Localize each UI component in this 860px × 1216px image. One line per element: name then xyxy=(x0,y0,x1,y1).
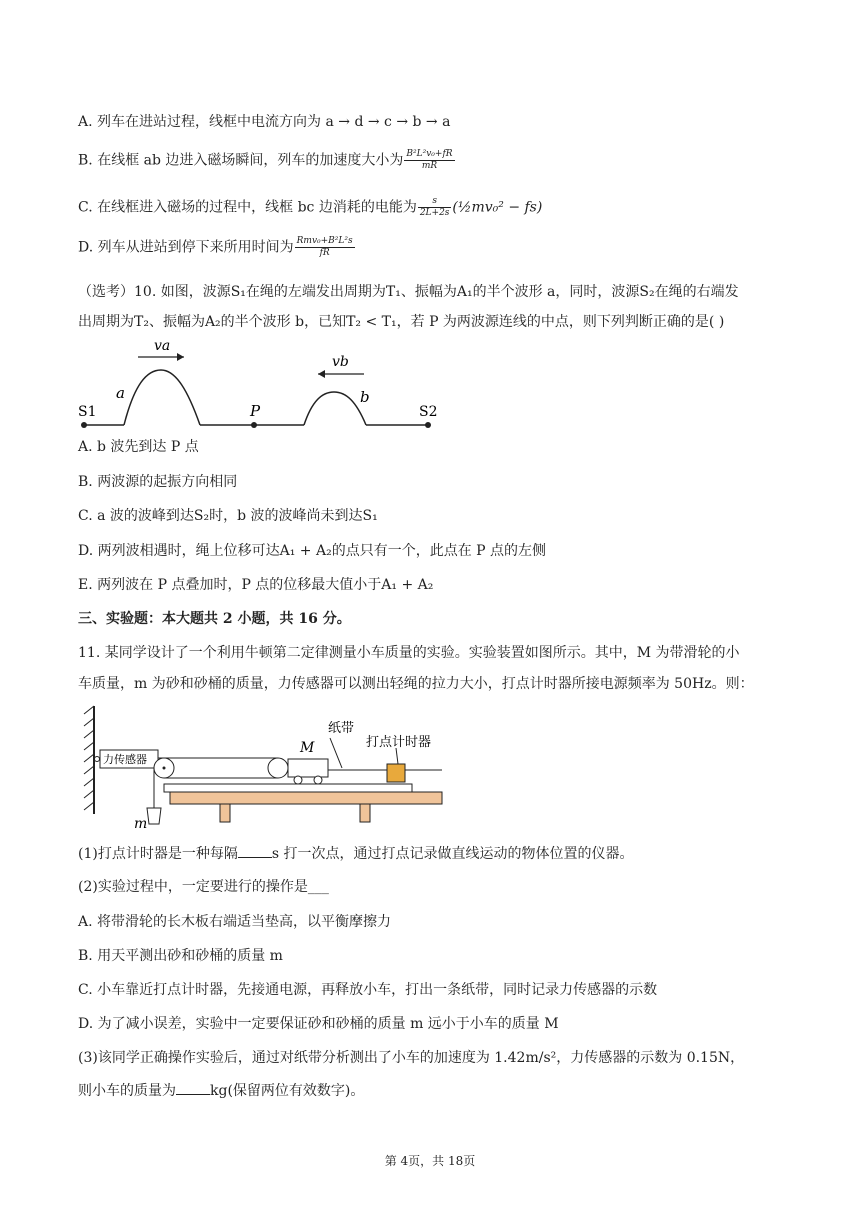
fraction-denominator: fR xyxy=(319,248,330,258)
wall-hatch xyxy=(84,706,94,810)
bucket-label: m xyxy=(134,816,148,832)
q11-part2: (2)实验过程中，一定要进行的操作是___ xyxy=(78,879,329,895)
long-board xyxy=(164,784,412,792)
label-p: P xyxy=(250,402,261,420)
table-top xyxy=(170,792,442,804)
arrow-vb-head xyxy=(318,370,325,378)
q11-stem-line2: 车质量，m 为砂和砂桶的质量，力传感器可以测出轻绳的拉力大小，打点计时器所接电源频率为 50Hz。则： xyxy=(78,676,754,692)
q9-option-d-fraction xyxy=(295,236,355,259)
label-va: va xyxy=(154,338,171,354)
q11-stem-line1: 11. 某同学设计了一个利用牛顿第二定律测量小车质量的实验。实验装置如图所示。其中，M 为带滑轮的小 xyxy=(78,645,740,661)
label-a: a xyxy=(116,384,125,402)
q9-option-c-text: C. 在线框进入磁场的过程中，线框 bc 边消耗的电能为 xyxy=(78,199,417,216)
wave-a xyxy=(124,370,200,425)
wave-b xyxy=(304,392,366,425)
q11-part3-rest: kg(保留两位有效数字)。 xyxy=(210,1083,365,1099)
tape-label: 纸带 xyxy=(328,721,355,736)
apparatus-figure xyxy=(80,704,450,832)
cart-wheel-left xyxy=(294,776,302,784)
q10-option-c: C. a 波的波峰到达S₂时，b 波的波峰尚未到达S₁ xyxy=(78,508,378,524)
q11-option-c: C. 小车靠近打点计时器，先接通电源，再释放小车，打出一条纸带，同时记录力传感器的示数 xyxy=(78,982,658,998)
fraction-numerator: B²L²v₀+fR xyxy=(406,149,453,159)
pulley-left-axle xyxy=(163,767,166,770)
q9-option-d xyxy=(78,236,356,259)
q11-option-a: A. 将带滑轮的长木板右端适当垫高，以平衡摩擦力 xyxy=(78,914,392,930)
point-p-dot xyxy=(251,422,257,428)
q11-part1 xyxy=(78,843,633,864)
force-sensor-label: 力传感器 xyxy=(103,753,147,766)
fraction-numerator: s xyxy=(418,196,452,208)
table-leg-right xyxy=(360,804,370,822)
timer-pointer xyxy=(396,748,398,764)
pulley-cart xyxy=(268,758,288,778)
arrow-va-head xyxy=(177,353,184,361)
source-s2-dot xyxy=(425,422,431,428)
q9-option-b-fraction xyxy=(404,149,454,172)
tape-pointer xyxy=(330,738,342,768)
answer-blank[interactable] xyxy=(238,843,272,858)
table-leg-left xyxy=(220,804,230,822)
q9-option-c-expression: (½mv₀² − fs) xyxy=(452,199,543,216)
q9-option-c-fraction xyxy=(418,196,452,219)
q11-part1-text: (1)打点计时器是一种每隔 xyxy=(78,846,238,862)
q11-option-d: D. 为了减小误差，实验中一定要保证砂和砂桶的质量 m 远小于小车的质量 M xyxy=(78,1016,559,1032)
q9-option-b-text: B. 在线框 ab 边进入磁场瞬间，列车的加速度大小为 xyxy=(78,152,404,169)
q10-option-d: D. 两列波相遇时，绳上位移可达A₁ + A₂的点只有一个，此点在 P 点的左侧 xyxy=(78,543,547,559)
q11-option-b: B. 用天平测出砂和砂桶的质量 m xyxy=(78,948,283,964)
cart-body xyxy=(288,759,328,777)
label-s2: S2 xyxy=(419,404,438,420)
q10-option-e: E. 两列波在 P 点叠加时，P 点的位移最大值小于A₁ + A₂ xyxy=(78,577,434,593)
q10-stem-line1: （选考）10. 如图，波源S₁在绳的左端发出周期为T₁、振幅为A₁的半个波形 a，同时，波源S₂在绳的右端发 xyxy=(78,284,739,300)
page-footer: 第 4页，共 18页 xyxy=(384,1154,476,1168)
sand-bucket xyxy=(147,808,161,824)
q9-option-d-text: D. 列车从进站到停下来所用时间为 xyxy=(78,239,294,256)
q11-part3-line2 xyxy=(78,1080,364,1101)
cart-label: M xyxy=(300,740,315,756)
label-vb: vb xyxy=(332,354,349,370)
timer-label: 打点计时器 xyxy=(366,735,432,750)
cart-wheel-right xyxy=(314,776,322,784)
label-s1: S1 xyxy=(78,404,97,420)
answer-blank[interactable] xyxy=(176,1080,210,1095)
q11-part3-text: 则小车的质量为 xyxy=(78,1083,176,1099)
q10-option-b: B. 两波源的起振方向相同 xyxy=(78,474,238,490)
q9-option-c xyxy=(78,196,542,219)
q9-option-a: A. 列车在进站过程，线框中电流方向为 a → d → c → b → a xyxy=(78,114,451,130)
q11-part3-line1: (3)该同学正确操作实验后，通过对纸带分析测出了小车的加速度为 1.42m/s²，力传感器的示数为 0.15N， xyxy=(78,1050,745,1066)
fraction-numerator: Rmv₀+B²L²s xyxy=(296,236,353,246)
q9-option-b xyxy=(78,149,456,172)
source-s1-dot xyxy=(81,422,87,428)
sensor-hook xyxy=(95,757,100,762)
q10-option-a: A. b 波先到达 P 点 xyxy=(78,439,199,455)
q11-part1-rest: s 打一次点，通过打点记录做直线运动的物体位置的仪器。 xyxy=(271,846,634,862)
fraction-denominator: mR xyxy=(421,161,438,171)
fraction-denominator: 2L+2s xyxy=(419,208,450,218)
label-b: b xyxy=(360,388,370,406)
q10-stem-line2: 出周期为T₂、振幅为A₂的半个波形 b，已知T₂ < T₁，若 P 为两波源连线的中点，则下列判断正确的是( ) xyxy=(78,314,725,330)
wave-figure xyxy=(76,336,446,434)
section-heading: 三、实验题：本大题共 2 小题，共 16 分。 xyxy=(78,611,351,627)
timer-box xyxy=(387,764,405,782)
